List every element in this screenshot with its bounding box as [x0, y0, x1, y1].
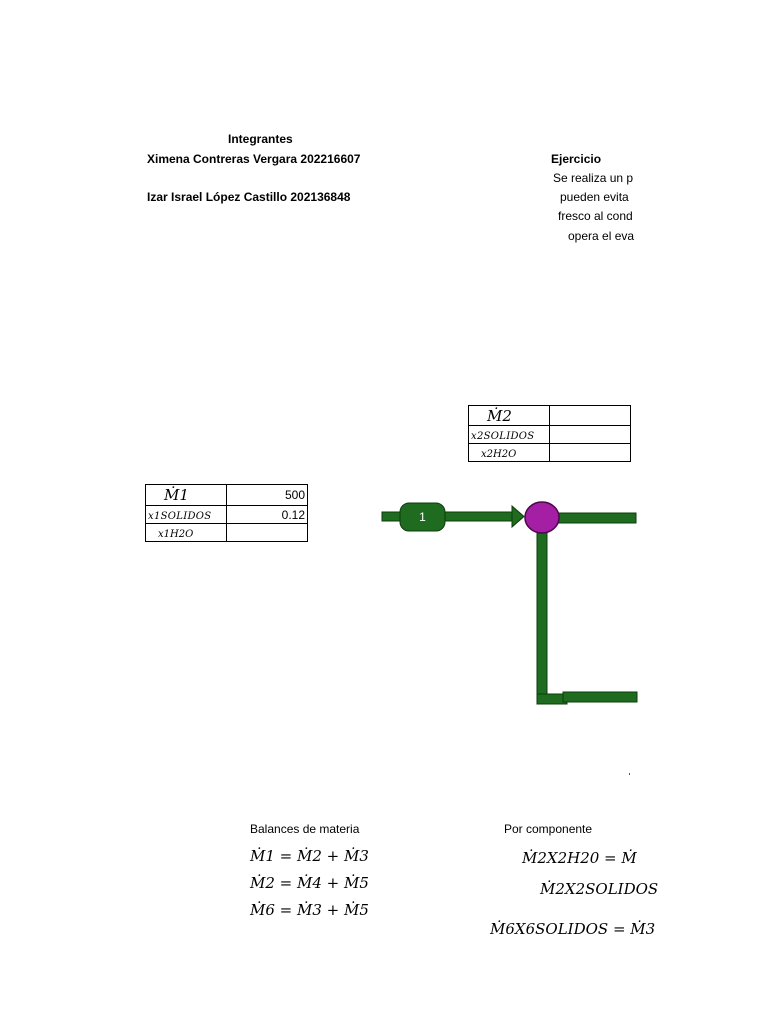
components-title: Por componente — [504, 822, 593, 836]
balance-eq-1: Ṁ1 = Ṁ2 + Ṁ3 — [250, 847, 369, 865]
symbol-x2-solidos: x2SOLIDOS — [469, 426, 550, 444]
symbol-m1: Ṁ1 — [146, 485, 227, 506]
value-x1-solidos[interactable]: 0.12 — [227, 506, 308, 524]
edge-mark — [629, 773, 630, 775]
vertical-pipe — [537, 530, 547, 704]
component-eq-3: Ṁ6X6SOLIDOS = Ṁ3 — [490, 920, 656, 938]
balances-title: Balances de materia — [250, 822, 360, 836]
stream-1-pipe — [444, 512, 514, 521]
symbol-m2: Ṁ2 — [469, 406, 550, 426]
exercise-line-2: pueden evita — [560, 190, 629, 204]
component-eq-2: Ṁ2X2SOLIDOS — [540, 880, 659, 898]
exercise-line-3: fresco al cond — [558, 209, 633, 223]
mixer-node[interactable] — [525, 502, 559, 533]
balance-eq-3: Ṁ6 = Ṁ3 + Ṁ5 — [250, 901, 369, 919]
integrantes-title: Integrantes — [228, 132, 293, 146]
symbol-x1-solidos: x1SOLIDOS — [146, 506, 227, 524]
outlet-pipe-top — [556, 513, 636, 523]
stream-1-arrowhead — [512, 506, 524, 527]
outlet-pipe-bottom — [563, 692, 637, 702]
symbol-x1-h2o: x1H2O — [146, 524, 227, 542]
symbol-x2-h2o: x2H2O — [469, 444, 550, 462]
member-2: Izar Israel López Castillo 202136848 — [147, 190, 351, 204]
member-1: Ximena Contreras Vergara 202216607 — [147, 152, 361, 166]
inlet-pipe-stub — [382, 512, 402, 521]
value-m1[interactable]: 500 — [227, 485, 308, 506]
exercise-title: Ejercicio — [551, 152, 602, 166]
balance-eq-2: Ṁ2 = Ṁ4 + Ṁ5 — [250, 874, 369, 892]
stream-1-label: 1 — [419, 510, 426, 524]
component-eq-1: Ṁ2X2H20 = Ṁ — [522, 849, 637, 867]
exercise-line-1: Se realiza un p — [553, 171, 634, 185]
exercise-line-4: opera el eva — [568, 229, 635, 243]
